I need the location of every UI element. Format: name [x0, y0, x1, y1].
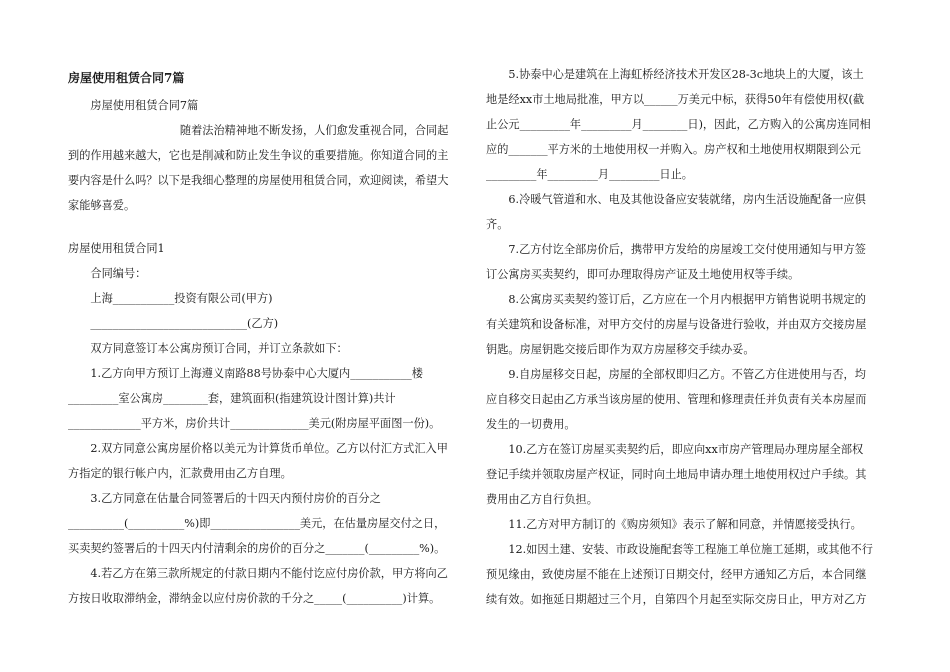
clause-8: 8.公寓房买卖契约签订后，乙方应在一个月内根据甲方销售说明书规定的有关建筑和设备标准，对甲方交付的房屋与设备进行验收，并由双方交接房屋钥匙。房屋钥匙交接后即作为双方房屋移交手续办妥。: [486, 293, 867, 356]
clause-6: 6.冷暖气管道和水、电及其他设备应安装就绪，房内生活设施配备一应俱齐。: [486, 193, 866, 231]
contract-number: 合同编号：: [90, 267, 147, 280]
clause-9: 9.自房屋移交日起，房屋的全部权即归乙方。不管乙方住进使用与否，均应自移交日起由乙方承当该房屋的使用、管理和修理责任并负责有关本房屋而发生的一切费用。: [486, 368, 867, 431]
clause-7: 7.乙方付讫全部房价后，携带甲方发给的房屋竣工交付使用通知与甲方签订公寓房买卖契约，即可办理取得房产证及土地使用权等手续。: [486, 243, 866, 281]
document-title: 房屋使用租赁合同7篇: [68, 71, 185, 85]
party-b: ____________________________(乙方): [90, 317, 279, 330]
clause-12: 12.如因土建、安装、市政设施配套等工程施工单位施工延期，或其他不行预见缘由，致使房屋不能在上述预订日期交付，经甲方通知乙方后，本合同继续有效。如拖延日期超过三个月，自第四个月起至实际交房日止，甲方对乙方: [486, 543, 873, 606]
intro-paragraph: 随着法治精神地不断发扬，人们愈发重视合同，合同起到的作用越来越大，它也是削减和防止发生争议的重要措施。你知道合同的主要内容是什么吗？以下是我细心整理的房屋使用租赁合同，欢迎阅读，希望大家能够喜爱。: [68, 124, 449, 212]
section-title: 房屋使用租赁合同1: [68, 242, 165, 255]
clause-4: 4.若乙方在第三款所规定的付款日期内不能付讫应付房价款，甲方将向乙方按日收取滞纳金，滞纳金以应付房价款的千分之_____(__________)计算。: [68, 567, 448, 605]
clause-10: 10.乙方在签订房屋买卖契约后，即应向xx市房产管理局办理房屋全部权登记手续并领取房屋产权证，同时向土地局申请办理土地使用权过户手续。其费用由乙方自行负担。: [486, 443, 867, 506]
party-a: 上海___________投资有限公司(甲方): [90, 292, 273, 305]
document-subtitle: 房屋使用租赁合同7篇: [90, 99, 199, 112]
right-column: [486, 62, 874, 612]
agreement-statement: 双方同意签订本公寓房预订合同，并订立条款如下：: [90, 342, 348, 355]
clause-2: 2.双方同意公寓房屋价格以美元为计算货币单位。乙方以付汇方式汇入甲方指定的银行帐户内，汇款费用由乙方自理。: [68, 442, 448, 480]
clause-3: 3.乙方同意在估量合同签署后的十四天内预付房价的百分之__________(__________%)即________________美元，在估量房屋交付之日，买卖契约签署后的十四天内付清剩余的房价的百分之_______(_________%)。: [68, 492, 446, 555]
clause-5: 5.协泰中心是建筑在上海虹桥经济技术开发区28-3c地块上的大厦，该土地是经xx市土地局批准，甲方以______万美元中标，获得50年有偿使用权(截止公元_________年_________月________日)，因此，乙方购入的公寓房连同相应的_______平方米的土地使用权一并购入。房产权和土地使用权期限到公元_________年_________月_________日止。: [486, 68, 871, 181]
clause-11: 11.乙方对甲方制订的《购房须知》表示了解和同意，并情愿接受执行。: [508, 518, 862, 531]
left-column: [68, 62, 456, 611]
clause-1: 1.乙方向甲方预订上海遵义南路88号协泰中心大厦内___________楼_________室公寓房________套，建筑面积(指建筑设计图计算)共计_____________平方米，房价共计______________美元(附房屋平面图一份)。: [68, 367, 441, 430]
